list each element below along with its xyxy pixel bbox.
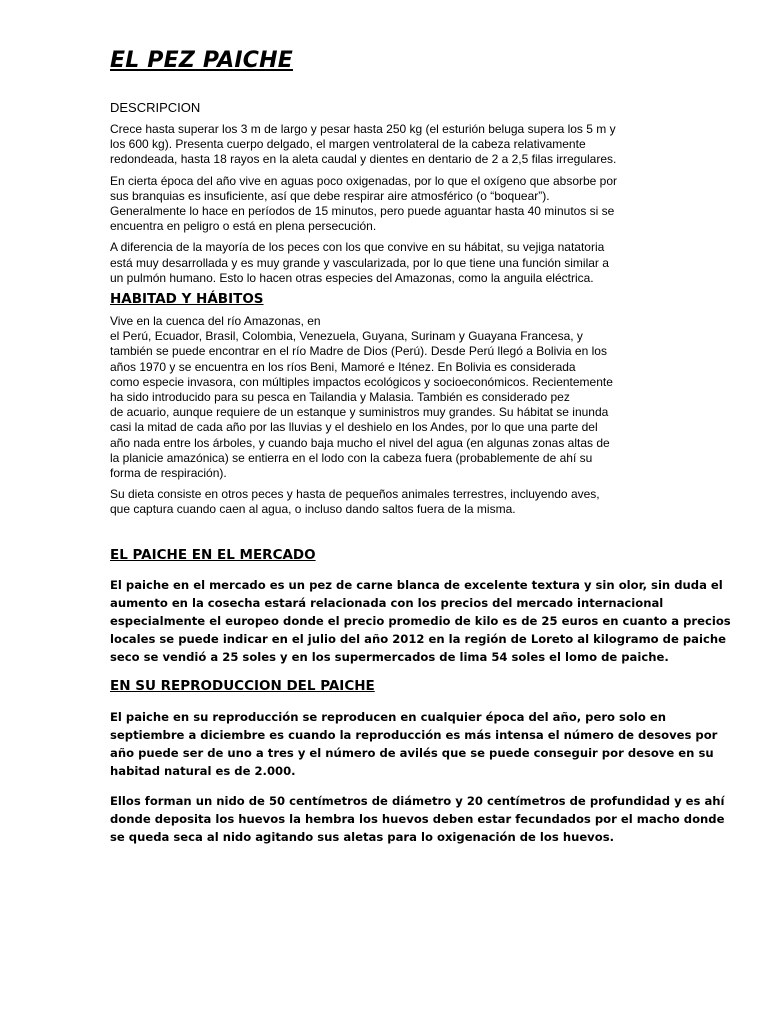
text-line: sus branquias es insuficiente, así que debe respirar aire atmosférico (o “boquear”). <box>110 188 550 203</box>
text-line: casi la mitad de cada año por las lluvias y el deshielo en los Andes, por lo que una parte del <box>110 420 598 435</box>
text-line: ha sido introducido para su pesca en Tailandia y Malasia. También es considerado pez <box>110 390 570 405</box>
text-line: El paiche en el mercado es un pez de carne blanca de excelente textura y sin olor, sin duda el <box>110 577 723 592</box>
text-line: los 600 kg). Presenta cuerpo delgado, el margen ventrolateral de la cabeza relativamente <box>110 137 586 152</box>
text-line: que captura cuando caen al agua, o incluso dando saltos fuera de la misma. <box>110 502 516 517</box>
section-reproduccion <box>110 677 725 846</box>
text-line: año nada entre los árboles, y cuando baja mucho el nivel del agua (en algunas zonas altas de <box>110 435 610 450</box>
text-line: seco se vendió a 25 soles y en los supermercados de lima 54 soles el lomo de paiche. <box>110 649 669 664</box>
document-page <box>110 44 731 846</box>
descripcion-paragraph-2 <box>110 174 658 235</box>
text-line: año puede ser de uno a tres y el número de avilés que se puede conseguir por desove en su <box>110 745 714 760</box>
section-mercado <box>110 546 731 666</box>
text-line: está muy desarrollada y es muy grande y vascularizada, por lo que tiene una función similar a <box>110 255 609 270</box>
section-heading-reproduccion: EN SU REPRODUCCION DEL PAICHE <box>110 677 375 694</box>
text-line: Crece hasta superar los 3 m de largo y pesar hasta 250 kg (el esturión beluga supera los 5 m y <box>110 122 616 136</box>
text-line: locales se puede indicar en el julio del año 2012 en la región de Loreto al kilogramo de paiche <box>110 631 726 646</box>
section-habitat <box>110 290 658 518</box>
section-heading-habitat: HABITAD Y HÁBITOS <box>110 291 264 308</box>
descripcion-paragraph-3 <box>110 240 658 286</box>
section-heading-mercado: EL PAICHE EN EL MERCADO <box>110 546 316 563</box>
text-line: especialmente el europeo donde el precio promedio de kilo es de 25 euros en cuanto a precios <box>110 613 731 628</box>
reproduccion-paragraph-1 <box>110 708 718 780</box>
text-line: Ellos forman un nido de 50 centímetros de diámetro y 20 centímetros de profundidad y es ahí <box>110 793 725 808</box>
text-line: el Perú, Ecuador, Brasil, Colombia, Venezuela, Guyana, Surinam y Guayana Francesa, y <box>110 329 583 344</box>
text-line: A diferencia de la mayoría de los peces con los que convive en su hábitat, su vejiga natatoria <box>110 240 605 255</box>
reproduccion-paragraph-2 <box>110 792 725 846</box>
text-line: septiembre a diciembre es cuando la reproducción es más intensa el número de desoves por <box>110 727 718 742</box>
text-line: En cierta época del año vive en aguas poco oxigenadas, por lo que el oxígeno que absorbe por <box>110 173 618 188</box>
text-line: El paiche en su reproducción se reproducen en cualquier época del año, pero solo en <box>110 709 667 724</box>
habitat-paragraph-2 <box>110 487 658 517</box>
text-line: años 1970 y se encuentra en los ríos Beni, Mamoré e Iténez. En Bolivia es considerada <box>110 359 576 374</box>
text-line: Vive en la cuenca del río Amazonas, en <box>110 314 321 329</box>
text-line: se queda seca al nido agitando sus aletas para lo oxigenación de los huevos. <box>110 829 615 844</box>
text-line: de acuario, aunque requiere de un estanque y suministros muy grandes. Su hábitat se inunda <box>110 405 609 420</box>
text-line: la planicie amazónica) se entierra en el lodo con la cabeza fuera (probablemente de ahí su <box>110 450 593 465</box>
text-line: Su dieta consiste en otros peces y hasta de pequeños animales terrestres, incluyendo aves, <box>110 487 600 502</box>
text-line: redondeada, hasta 18 rayos en la aleta caudal y dientes en dentario de 2 a 2,5 filas irregulares. <box>110 152 617 167</box>
text-line: Generalmente lo hace en períodos de 15 minutos, pero puede aguantar hasta 40 minutos si se <box>110 204 615 219</box>
descripcion-paragraph-1 <box>110 122 658 168</box>
text-line: donde deposita los huevos la hembra los huevos deben estar fecundados por el macho donde <box>110 811 725 826</box>
text-line: habitad natural es de 2.000. <box>110 763 296 778</box>
habitat-paragraph-1 <box>110 314 658 481</box>
text-line: aumento en la cosecha estará relacionada con los precios del mercado internacional <box>110 595 664 610</box>
document-title: EL PEZ PAICHE <box>110 48 293 73</box>
section-descripcion <box>110 100 658 286</box>
text-line: un pulmón humano. Esto lo hacen otras especies del Amazonas, como la anguila eléctrica. <box>110 270 594 285</box>
section-heading-descripcion: DESCRIPCION <box>110 100 201 115</box>
text-line: encuentra en peligro o está en plena persecución. <box>110 219 377 234</box>
mercado-paragraph-1 <box>110 576 731 666</box>
text-line: también se puede encontrar en el río Madre de Dios (Perú). Desde Perú llegó a Bolivia en los <box>110 344 607 359</box>
text-line: como especie invasora, con múltiples impactos ecológicos y socioeconómicos. Recientemente <box>110 374 613 389</box>
text-line: forma de respiración). <box>110 466 227 481</box>
